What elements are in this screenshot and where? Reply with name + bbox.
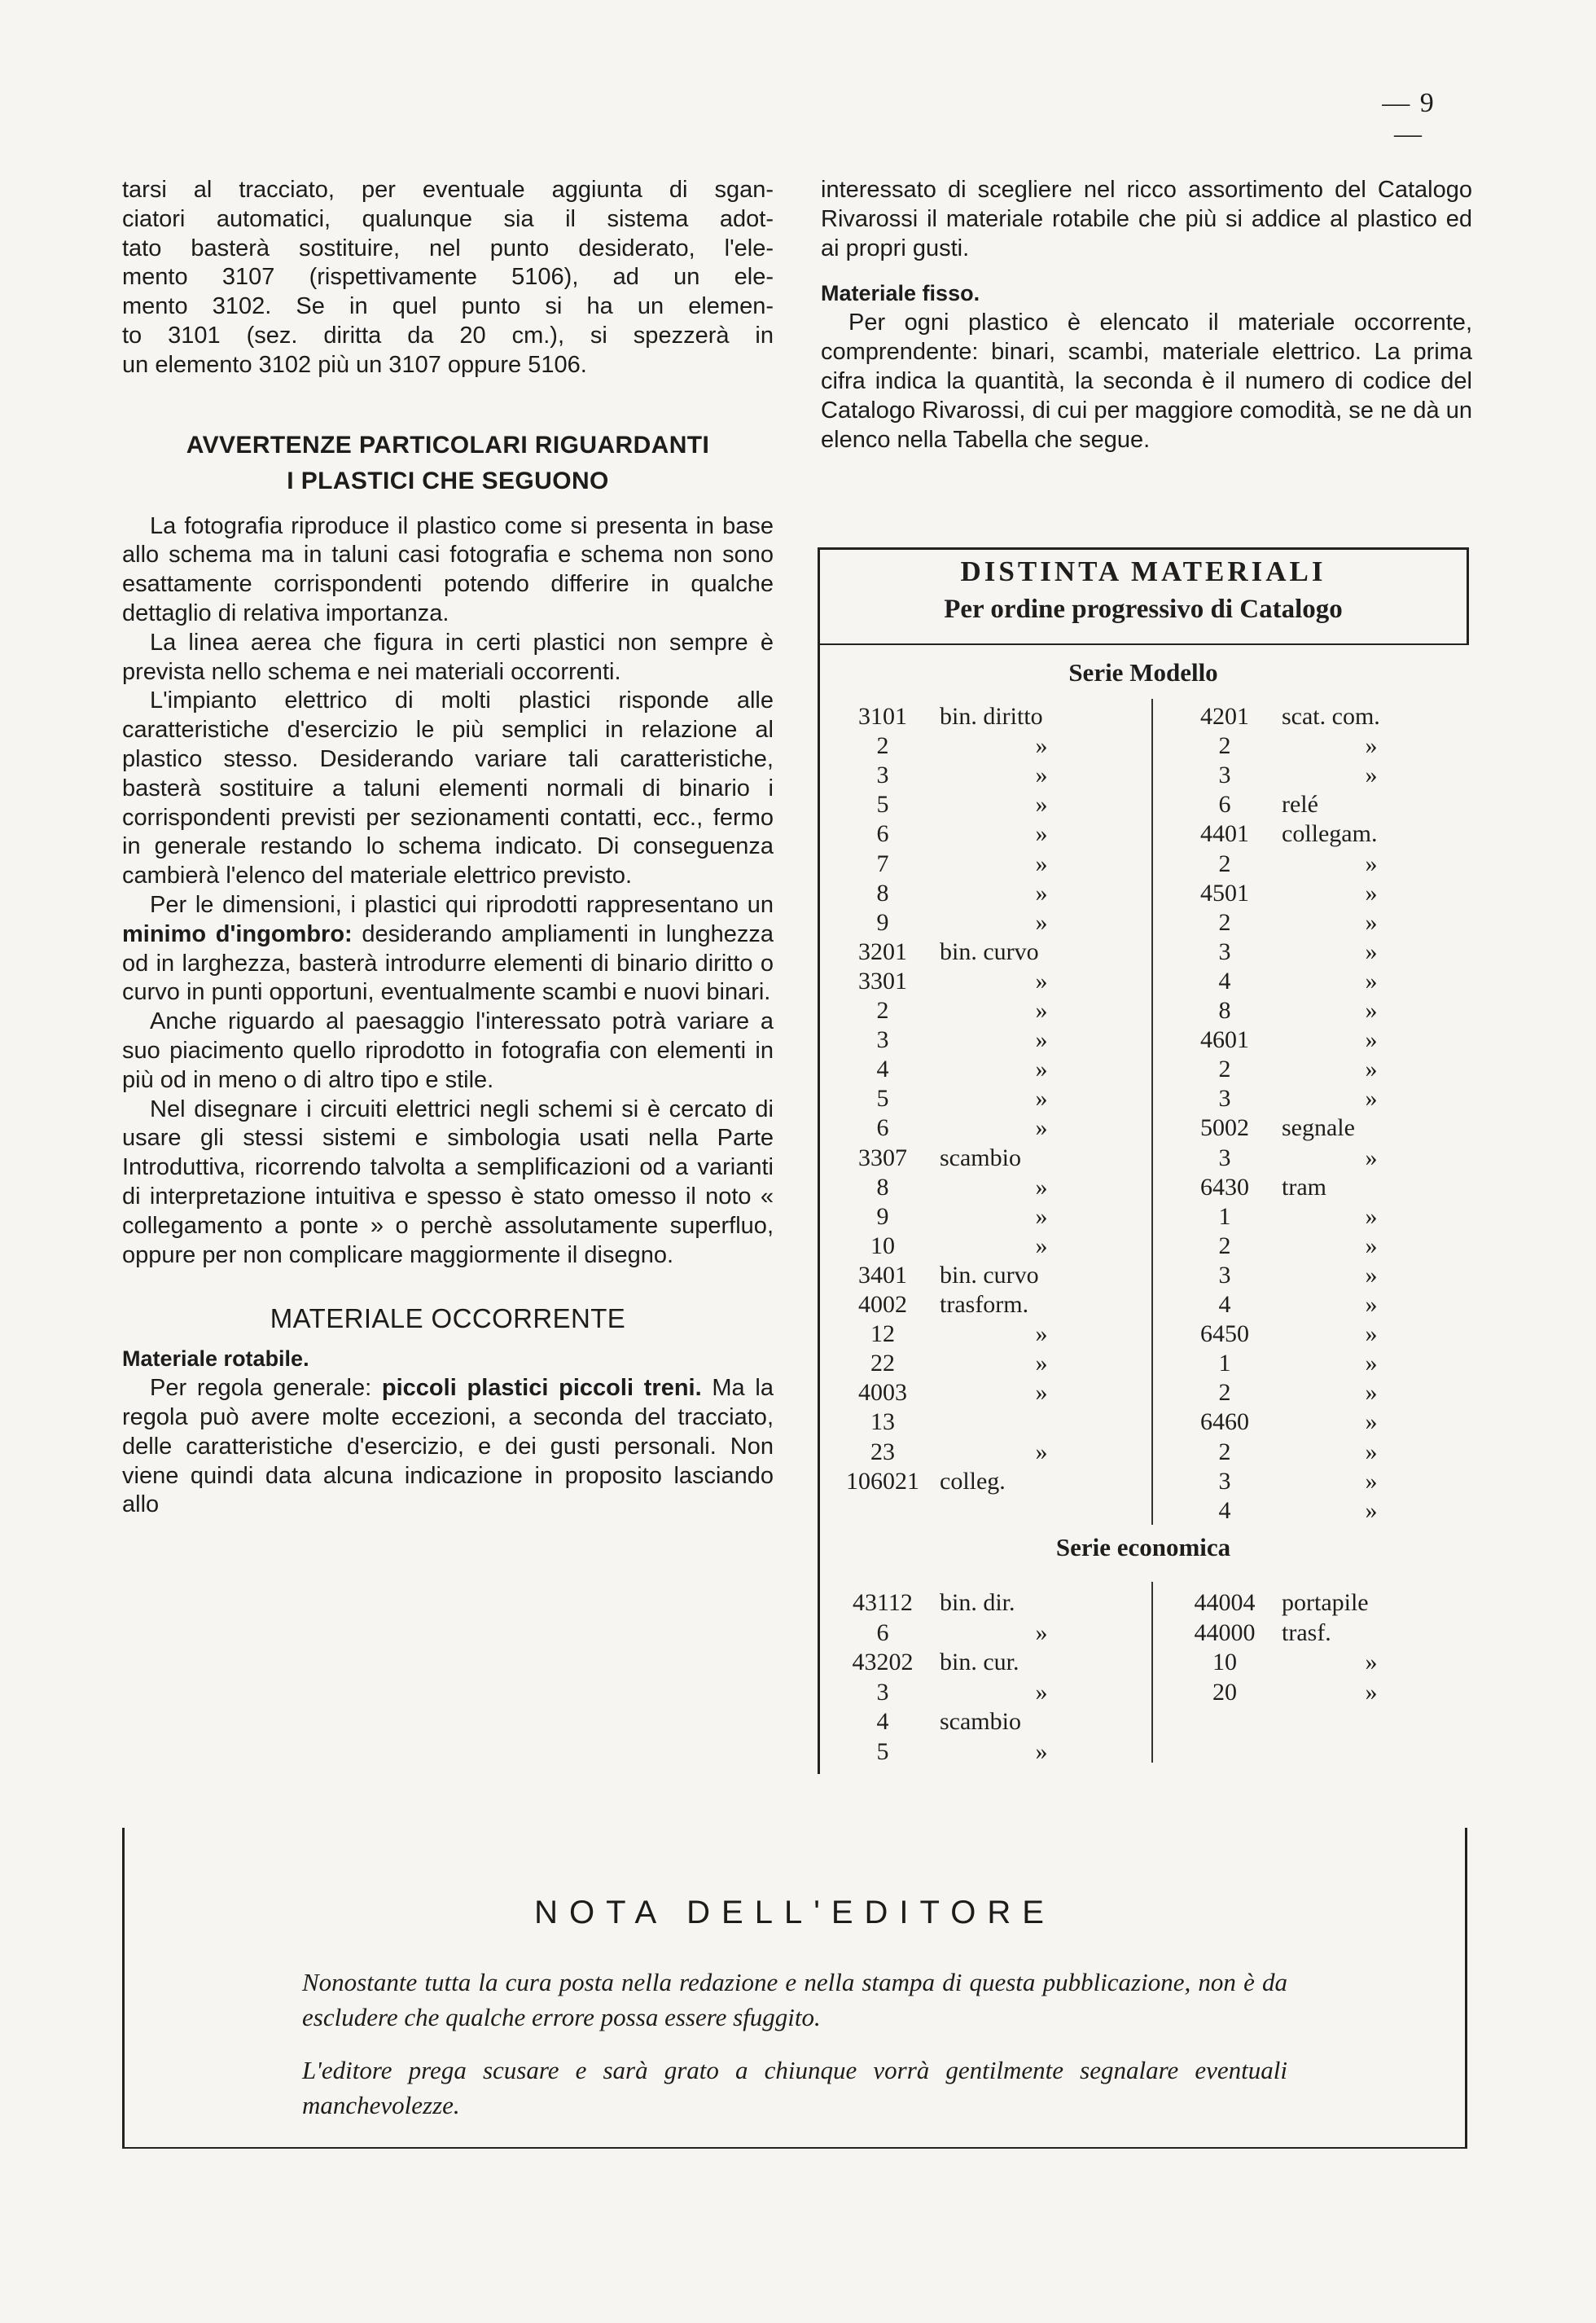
left-description: »	[1035, 1026, 1048, 1054]
right-description: »	[1365, 1291, 1378, 1318]
left-code: 3401	[858, 1261, 907, 1289]
right-code: 2	[1218, 908, 1231, 936]
right-code: 6430	[1200, 1173, 1249, 1201]
intro-paragraph	[122, 176, 774, 380]
right-code: 6	[1218, 791, 1231, 819]
paragraph-paesaggio: Anche riguardo al paesaggio l'interessato potrà variare a suo piacimento quello riprodotto in fotografia con elementi in più od in meno o di altro tipo e stile.	[122, 1008, 774, 1093]
table-top-rule	[818, 547, 1469, 550]
left-description: »	[1035, 1114, 1048, 1142]
left-code: 3	[876, 1678, 889, 1706]
left-code: 22	[870, 1350, 895, 1377]
left-code: 3	[876, 762, 889, 789]
left-description: bin. diritto	[940, 703, 1043, 730]
left-description: scambio	[940, 1144, 1021, 1171]
left-code: 106021	[846, 1467, 919, 1495]
table-row	[818, 1737, 1469, 1767]
right-code: 4401	[1200, 820, 1249, 848]
right-code: 3	[1218, 1261, 1231, 1289]
table-row	[818, 908, 1469, 938]
left-code: 4	[876, 1056, 889, 1083]
right-description: »	[1365, 1320, 1378, 1348]
left-code: 6	[876, 1114, 889, 1142]
nota-title: NOTA DELL'EDITORE	[534, 1895, 1055, 1930]
intro-line: mento 3107 (rispettivamente 5106), ad un ele-	[122, 264, 774, 291]
table-row	[818, 1349, 1469, 1378]
table-row	[818, 1025, 1469, 1055]
regola-text-cont: Ma la regola può avere molte eccezioni, a seconda del tracciato, delle caratteristiche d'esercizio, e dei gusti personali. Non viene quindi data alcuna indicazione in proposito lasciando allo	[122, 1375, 774, 1518]
left-code: 3307	[858, 1144, 907, 1171]
right-description: »	[1365, 1438, 1378, 1465]
right-code: 20	[1212, 1678, 1237, 1706]
table-row	[818, 1707, 1469, 1737]
left-description: »	[1035, 997, 1048, 1024]
right-description: »	[1365, 967, 1378, 995]
right-description: »	[1365, 1261, 1378, 1289]
avvertenze-title: AVVERTENZE PARTICOLARI RIGUARDANTI	[186, 431, 710, 459]
table-row	[818, 1144, 1469, 1173]
right-code: 4601	[1200, 1026, 1249, 1054]
regola-bold: piccoli plastici piccoli treni.	[381, 1375, 702, 1402]
table-row	[818, 702, 1469, 731]
intro-line: tarsi al tracciato, per eventuale aggiunta di sgan-	[122, 177, 774, 203]
dimensioni-bold: minimo d'ingombro:	[122, 920, 353, 947]
right-description: tram	[1282, 1173, 1326, 1201]
table-row	[818, 1618, 1469, 1648]
right-code: 2	[1218, 732, 1231, 760]
right-description: »	[1365, 1144, 1378, 1171]
right-description: »	[1365, 1649, 1378, 1675]
distinta-materiali-table	[818, 547, 1469, 1774]
left-code: 8	[876, 1173, 889, 1201]
left-code: 3201	[858, 938, 907, 965]
right-description: »	[1365, 1026, 1378, 1054]
right-code: 1	[1218, 1350, 1231, 1377]
right-description: »	[1365, 1085, 1378, 1113]
right-code: 5002	[1200, 1114, 1249, 1142]
left-code: 9	[876, 908, 889, 936]
right-code: 44000	[1194, 1618, 1256, 1646]
left-code: 4002	[858, 1291, 907, 1318]
table-row	[818, 1588, 1469, 1618]
right-code: 3	[1218, 1085, 1231, 1113]
table-row	[818, 1232, 1469, 1261]
left-description: »	[1035, 1173, 1048, 1201]
right-description: »	[1365, 997, 1378, 1024]
table-row	[818, 850, 1469, 879]
table-row	[818, 1084, 1469, 1113]
paragraph-circuiti: Nel disegnare i circuiti elettrici negli schemi si è cercato di usare gli stessi sistemi e simbologia usati nella Parte Introduttiva, ricorrendo talvolta a semplificazioni od a varianti di interpretazione intuitiva e spesso è stato omesso il noto « collegamento a ponte » o perchè assolutamente superfluo, oppure per non complicare maggiormente il disegno.	[122, 1096, 774, 1268]
left-description: scambio	[940, 1708, 1021, 1735]
right-column	[821, 176, 1472, 455]
left-description: »	[1035, 1232, 1048, 1259]
dimensioni-text: Per le dimensioni, i plastici qui riprodotti rappresentano un	[150, 891, 774, 918]
table-row	[818, 1467, 1469, 1496]
paragraph-regola	[122, 1374, 774, 1520]
right-description: »	[1365, 908, 1378, 936]
regola-text: Per regola generale:	[150, 1375, 382, 1402]
right-code: 4201	[1200, 703, 1249, 730]
materiale-occorrente-title: MATERIALE OCCORRENTE	[270, 1303, 626, 1334]
left-description: bin. curvo	[940, 1261, 1039, 1289]
right-code: 4	[1218, 1291, 1231, 1318]
left-code: 5	[876, 791, 889, 819]
right-code: 3	[1218, 938, 1231, 965]
left-description: »	[1035, 850, 1048, 877]
left-description: »	[1035, 1737, 1048, 1765]
right-code: 6460	[1200, 1408, 1249, 1436]
right-description: »	[1365, 1408, 1378, 1436]
right-description: »	[1365, 1678, 1378, 1706]
table-row	[818, 1678, 1469, 1707]
left-code: 2	[876, 997, 889, 1024]
intro-line: mento 3102. Se in quel punto si ha un elemen-	[122, 293, 774, 320]
right-code: 2	[1218, 1379, 1231, 1407]
right-description: »	[1365, 938, 1378, 965]
right-description: »	[1365, 1202, 1378, 1230]
left-code: 4	[876, 1708, 889, 1735]
left-description: »	[1035, 879, 1048, 907]
right-code: 10	[1212, 1649, 1237, 1675]
right-code: 2	[1218, 1438, 1231, 1465]
left-code: 12	[870, 1320, 895, 1348]
table-row	[818, 1290, 1469, 1320]
right-description: »	[1365, 732, 1378, 760]
left-description: »	[1035, 1320, 1048, 1348]
avvertenze-subtitle: I PLASTICI CHE SEGUONO	[287, 467, 609, 494]
right-description: collegam.	[1282, 820, 1378, 848]
table-row	[818, 879, 1469, 908]
table-row	[818, 1113, 1469, 1143]
right-description: »	[1365, 1379, 1378, 1407]
left-code: 43112	[853, 1589, 913, 1616]
intro-line: to 3101 (sez. diritta da 20 cm.), si spezzerà in	[122, 322, 774, 349]
right-description: »	[1365, 1056, 1378, 1083]
serie-modello-title: Serie Modello	[1068, 658, 1218, 687]
left-code: 3	[876, 1026, 889, 1054]
table-row	[818, 731, 1469, 761]
left-description: »	[1035, 1350, 1048, 1377]
right-code: 3	[1218, 1467, 1231, 1495]
right-description: portapile	[1282, 1589, 1369, 1616]
paragraph-rotabile-cont: interessato di scegliere nel ricco assortimento del Catalogo Rivarossi il materiale rotabile che più si addice al plastico ed ai propri gusti.	[821, 177, 1472, 261]
left-description: colleg.	[940, 1467, 1006, 1495]
table-header-rule	[818, 643, 1469, 645]
table-row	[818, 1261, 1469, 1290]
table-row	[818, 761, 1469, 790]
right-code: 3	[1218, 1144, 1231, 1171]
right-description: scat. com.	[1282, 703, 1380, 730]
left-code: 3101	[858, 703, 907, 730]
table-row	[818, 996, 1469, 1025]
left-code: 5	[876, 1085, 889, 1113]
left-code: 3301	[858, 967, 907, 995]
table-row	[818, 1202, 1469, 1232]
paragraph-linea-aerea: La linea aerea che figura in certi plastici non sempre è prevista nello schema e nei materiali occorrenti.	[122, 629, 774, 685]
right-description: »	[1365, 762, 1378, 789]
table-row	[818, 1648, 1469, 1677]
right-description: »	[1365, 850, 1378, 877]
left-description: bin. curvo	[940, 938, 1039, 965]
left-description: »	[1035, 1618, 1048, 1646]
right-code: 2	[1218, 1056, 1231, 1083]
left-code: 2	[876, 732, 889, 760]
right-description: »	[1365, 1350, 1378, 1377]
page-number: — 9 —	[1382, 88, 1436, 149]
table-title: DISTINTA MATERIALI	[960, 556, 1326, 587]
left-description: »	[1035, 1056, 1048, 1083]
left-description: »	[1035, 1085, 1048, 1113]
dimensioni-text-cont: desiderando ampliamenti in lunghezza od in larghezza, basterà introdurre elementi di binario diritto o curvo in punti opportuni, eventualmente scambi e nuovi binari.	[122, 920, 774, 1006]
serie-economica-title: Serie economica	[1055, 1533, 1231, 1561]
table-row	[818, 790, 1469, 819]
right-description: relé	[1282, 791, 1318, 819]
table-row	[818, 819, 1469, 849]
left-code: 9	[876, 1202, 889, 1230]
intro-line: ciatori automatici, qualunque sia il sistema adot-	[122, 205, 774, 232]
right-description: segnale	[1282, 1114, 1355, 1142]
left-code: 5	[876, 1737, 889, 1765]
left-description: trasform.	[940, 1291, 1029, 1318]
left-code: 13	[870, 1408, 895, 1436]
paragraph-impianto: L'impianto elettrico di molti plastici risponde alle caratteristiche d'esercizio le più semplici in relazione al plastico stesso. Desiderando variare tali caratteristiche, basterà sostituire a taluni elementi normali di binario i corrispondenti previsti per sezionamenti contatti, ecc., fermo in generale restando lo schema indicato. Di conseguenza cambierà l'elenco del materiale elettrico previsto.	[122, 687, 774, 889]
left-code: 10	[870, 1232, 895, 1259]
left-description: »	[1035, 1438, 1048, 1465]
left-description: »	[1035, 732, 1048, 760]
table-row	[818, 938, 1469, 967]
table-row	[818, 1378, 1469, 1407]
table-row	[818, 1407, 1469, 1437]
nota-paragraph-1: Nonostante tutta la cura posta nella redazione e nella stampa di questa pubblicazione, non è da escludere che qualche errore possa essere sfuggito.	[302, 1968, 1287, 2031]
table-subtitle: Per ordine progressivo di Catalogo	[944, 595, 1343, 624]
nota-editore-box	[122, 1828, 1467, 2149]
left-code: 8	[876, 879, 889, 907]
right-code: 2	[1218, 1232, 1231, 1259]
right-code: 6450	[1200, 1320, 1249, 1348]
right-description: »	[1365, 1467, 1378, 1495]
right-code: 4	[1218, 1496, 1231, 1524]
table-row	[818, 1438, 1469, 1467]
left-code: 23	[870, 1438, 895, 1465]
right-code: 4	[1218, 967, 1231, 995]
intro-line: tato basterà sostituire, nel punto desiderato, l'ele-	[122, 235, 774, 261]
right-code: 44004	[1194, 1589, 1256, 1616]
nota-paragraph-2: L'editore prega scusare e sarà grato a chiunque vorrà gentilmente segnalare eventuali manchevolezze.	[302, 2056, 1287, 2119]
paragraph-fisso: Per ogni plastico è elencato il materiale occorrente, comprendente: binari, scambi, materiale elettrico. La prima cifra indica la quantità, la seconda è il numero di codice del Catalogo Rivarossi, di cui per maggiore comodità, se ne dà un elenco nella Tabella che segue.	[821, 310, 1472, 453]
left-description: »	[1035, 791, 1048, 819]
left-description: bin. dir.	[940, 1589, 1015, 1616]
left-description: »	[1035, 1678, 1048, 1706]
left-column	[122, 176, 774, 1520]
materiale-rotabile-title: Materiale rotabile.	[122, 1346, 309, 1372]
left-description: »	[1035, 762, 1048, 789]
table-row	[818, 1173, 1469, 1202]
materiale-fisso-title: Materiale fisso.	[821, 281, 980, 306]
table-row	[818, 1496, 1469, 1526]
right-description: »	[1365, 1232, 1378, 1259]
right-code: 8	[1218, 997, 1231, 1024]
right-description: »	[1365, 1496, 1378, 1524]
right-code: 4501	[1200, 879, 1249, 907]
left-description: »	[1035, 967, 1048, 995]
left-code: 7	[876, 850, 889, 877]
left-description: »	[1035, 1379, 1048, 1407]
table-row	[818, 967, 1469, 996]
left-code: 6	[876, 820, 889, 848]
left-code: 6	[876, 1618, 889, 1646]
left-description: bin. cur.	[940, 1649, 1019, 1675]
right-description: »	[1365, 879, 1378, 907]
left-description: »	[1035, 820, 1048, 848]
right-code: 3	[1218, 762, 1231, 789]
table-row	[818, 1320, 1469, 1349]
left-code: 43202	[852, 1649, 914, 1675]
right-code: 1	[1218, 1202, 1231, 1230]
paragraph-dimensioni	[122, 891, 774, 1008]
left-description: »	[1035, 908, 1048, 936]
intro-line: un elemento 3102 più un 3107 oppure 5106.	[122, 351, 587, 378]
left-description: »	[1035, 1202, 1048, 1230]
right-description: trasf.	[1282, 1618, 1331, 1646]
paragraph-fotografia: La fotografia riproduce il plastico come si presenta in base allo schema ma in taluni casi fotografia e schema non sono esattamente corrispondenti potendo differire in qualche dettaglio di relativa importanza.	[122, 512, 774, 626]
right-code: 2	[1218, 850, 1231, 877]
table-row	[818, 1055, 1469, 1084]
left-code: 4003	[858, 1379, 907, 1407]
